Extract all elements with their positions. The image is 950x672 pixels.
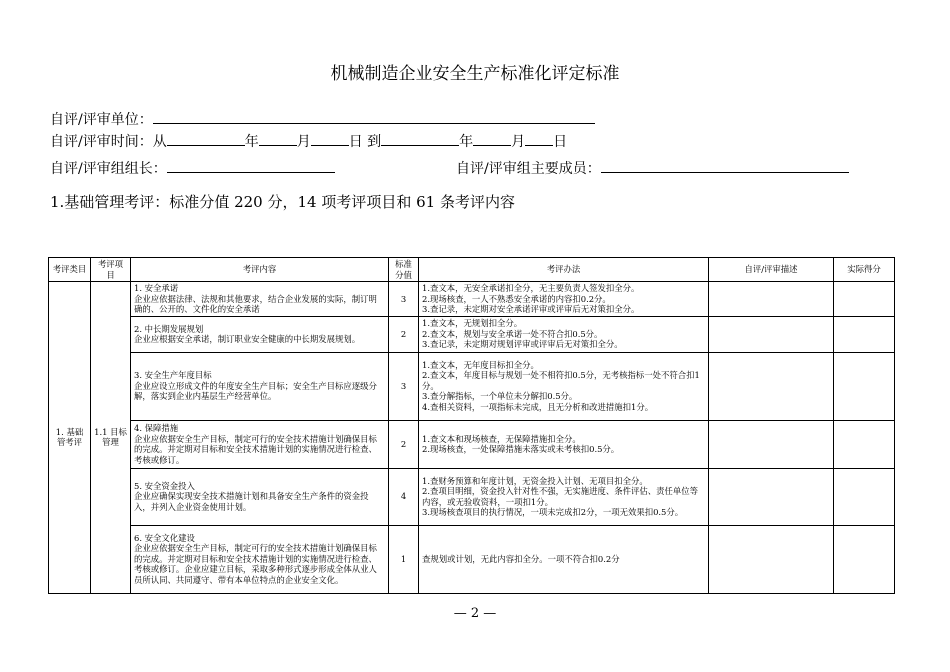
header-category: 考评类目 xyxy=(49,258,91,282)
description-cell[interactable] xyxy=(709,316,834,352)
header-content: 考评内容 xyxy=(131,258,389,282)
leader-line xyxy=(50,158,335,178)
leader-blank[interactable] xyxy=(167,158,335,173)
content-cell: 5. 安全资金投入 企业应确保实现安全技术措施计划和具备安全生产条件的资金投入，并列入企业资金使用计划。 xyxy=(131,468,389,525)
month-label: 月 xyxy=(511,134,526,150)
from-year-blank[interactable] xyxy=(167,131,245,146)
method-cell: 查规划或计划，无此内容扣全分。一项不符合扣0.2分 xyxy=(419,525,709,593)
score-cell: 2 xyxy=(389,316,419,352)
description-cell[interactable] xyxy=(709,525,834,593)
actual-score-cell[interactable] xyxy=(834,420,895,468)
leader-label: 自评/评审组组长： xyxy=(50,161,167,177)
method-cell: 1.查文本，无规划扣全分。 2.查文本，规划与安全承诺一处不符合扣0.5分。 3.查记录，未定期对规划评审或评审后无对策扣全分。 xyxy=(419,316,709,352)
content-cell: 4. 保障措施 企业应依据安全生产目标，制定可行的安全技术措施计划确保目标的完成。并定期对目标和安全技术措施计划的实施情况进行检查、考核或修订。 xyxy=(131,420,389,468)
year-label: 年 xyxy=(459,134,474,150)
score-cell: 4 xyxy=(389,468,419,525)
method-cell: 1.查文本，无年度目标扣全分。 2.查文本，年度目标与规划一处不相符扣0.5分，无考核指标一处不符合扣1分。 3.查分解指标，一个单位未分解扣0.5分。 4.查相关资料，一项指标未完成，且无分析和改进措施扣1分。 xyxy=(419,352,709,420)
actual-score-cell[interactable] xyxy=(834,352,895,420)
table-row xyxy=(49,282,895,317)
content-cell: 3. 安全生产年度目标 企业应设立形成文件的年度安全生产目标；安全生产目标应逐级分解，落实到企业内基层生产经营单位。 xyxy=(131,352,389,420)
header-actual-score: 实际得分 xyxy=(834,258,895,282)
score-cell: 2 xyxy=(389,420,419,468)
score-cell: 1 xyxy=(389,525,419,593)
unit-line xyxy=(50,109,595,129)
content-cell: 2. 中长期发展规划 企业应根据安全承诺，制订职业安全健康的中长期发展规划。 xyxy=(131,316,389,352)
content-cell: 6. 安全文化建设 企业应依据安全生产目标，制定可行的安全技术措施计划确保目标的完成。并定期对目标和安全技术措施计划的实施情况进行检查、考核或修订。企业应建立目标，采取多种形式逐步形成全体从业人员所认同、共同遵守、带有本单位特点的企业安全文化。 xyxy=(131,525,389,593)
description-cell[interactable] xyxy=(709,420,834,468)
table-row xyxy=(49,352,895,420)
category-cell: 1. 基础管考评 xyxy=(49,282,91,594)
header-standard-score: 标准分值 xyxy=(389,258,419,282)
unit-label: 自评/评审单位： xyxy=(50,112,153,128)
method-cell: 1.查财务预算和年度计划，无资金投入计划、无项目扣全分。 2.查项目明细，资金投入针对性不强，无实施进度、条件评估、责任单位等内容，或无验收资料，一项扣1分。 3.现场核查项目的执行情况，一项未完成扣2分，一项无效果扣0.5分。 xyxy=(419,468,709,525)
day-to-label: 日 到 xyxy=(348,134,382,150)
table-row xyxy=(49,316,895,352)
table-header-row xyxy=(49,258,895,282)
day-label: 日 xyxy=(553,134,568,150)
actual-score-cell[interactable] xyxy=(834,525,895,593)
actual-score-cell[interactable] xyxy=(834,468,895,525)
project-cell: 1.1 目标管理 xyxy=(91,282,131,594)
members-line xyxy=(456,158,849,178)
unit-blank[interactable] xyxy=(153,109,595,124)
header-project: 考评项目 xyxy=(91,258,131,282)
table-row xyxy=(49,468,895,525)
time-label: 自评/评审时间：从 xyxy=(50,134,167,150)
score-cell: 3 xyxy=(389,282,419,317)
content-cell: 1. 安全承诺 企业应依据法律、法规和其他要求，结合企业发展的实际，制订明确的、公开的、文件化的安全承诺 xyxy=(131,282,389,317)
to-day-blank[interactable] xyxy=(525,131,553,146)
method-cell: 1.查文本和现场核查，无保障措施扣全分。 2.现场核查，一处保障措施未落实或未考核扣0.5分。 xyxy=(419,420,709,468)
to-year-blank[interactable] xyxy=(381,131,459,146)
header-description: 自评/评审描述 xyxy=(709,258,834,282)
from-day-blank[interactable] xyxy=(311,131,349,146)
description-cell[interactable] xyxy=(709,282,834,317)
to-month-blank[interactable] xyxy=(473,131,511,146)
section-heading: 1.基础管理考评：标准分值 220 分，14 项考评项目和 61 条考评内容 xyxy=(50,193,515,211)
time-line xyxy=(50,131,567,151)
table-row xyxy=(49,420,895,468)
members-blank[interactable] xyxy=(601,158,849,173)
page-title: 机械制造企业安全生产标准化评定标准 xyxy=(330,64,620,84)
page-number: — 2 — xyxy=(453,606,497,621)
actual-score-cell[interactable] xyxy=(834,282,895,317)
score-cell: 3 xyxy=(389,352,419,420)
from-month-blank[interactable] xyxy=(259,131,297,146)
standards-table xyxy=(48,257,895,594)
description-cell[interactable] xyxy=(709,468,834,525)
description-cell[interactable] xyxy=(709,352,834,420)
actual-score-cell[interactable] xyxy=(834,316,895,352)
month-label: 月 xyxy=(296,134,311,150)
members-label: 自评/评审组主要成员： xyxy=(456,161,601,177)
table-row xyxy=(49,525,895,593)
method-cell: 1.查文本，无安全承诺扣全分，无主要负责人签发扣全分。 2.现场核查，一人不熟悉安全承诺的内容扣0.2分。 3.查记录，未定期对安全承诺评审或评审后无对策扣全分。 xyxy=(419,282,709,317)
year-label: 年 xyxy=(244,134,259,150)
header-method: 考评办法 xyxy=(419,258,709,282)
